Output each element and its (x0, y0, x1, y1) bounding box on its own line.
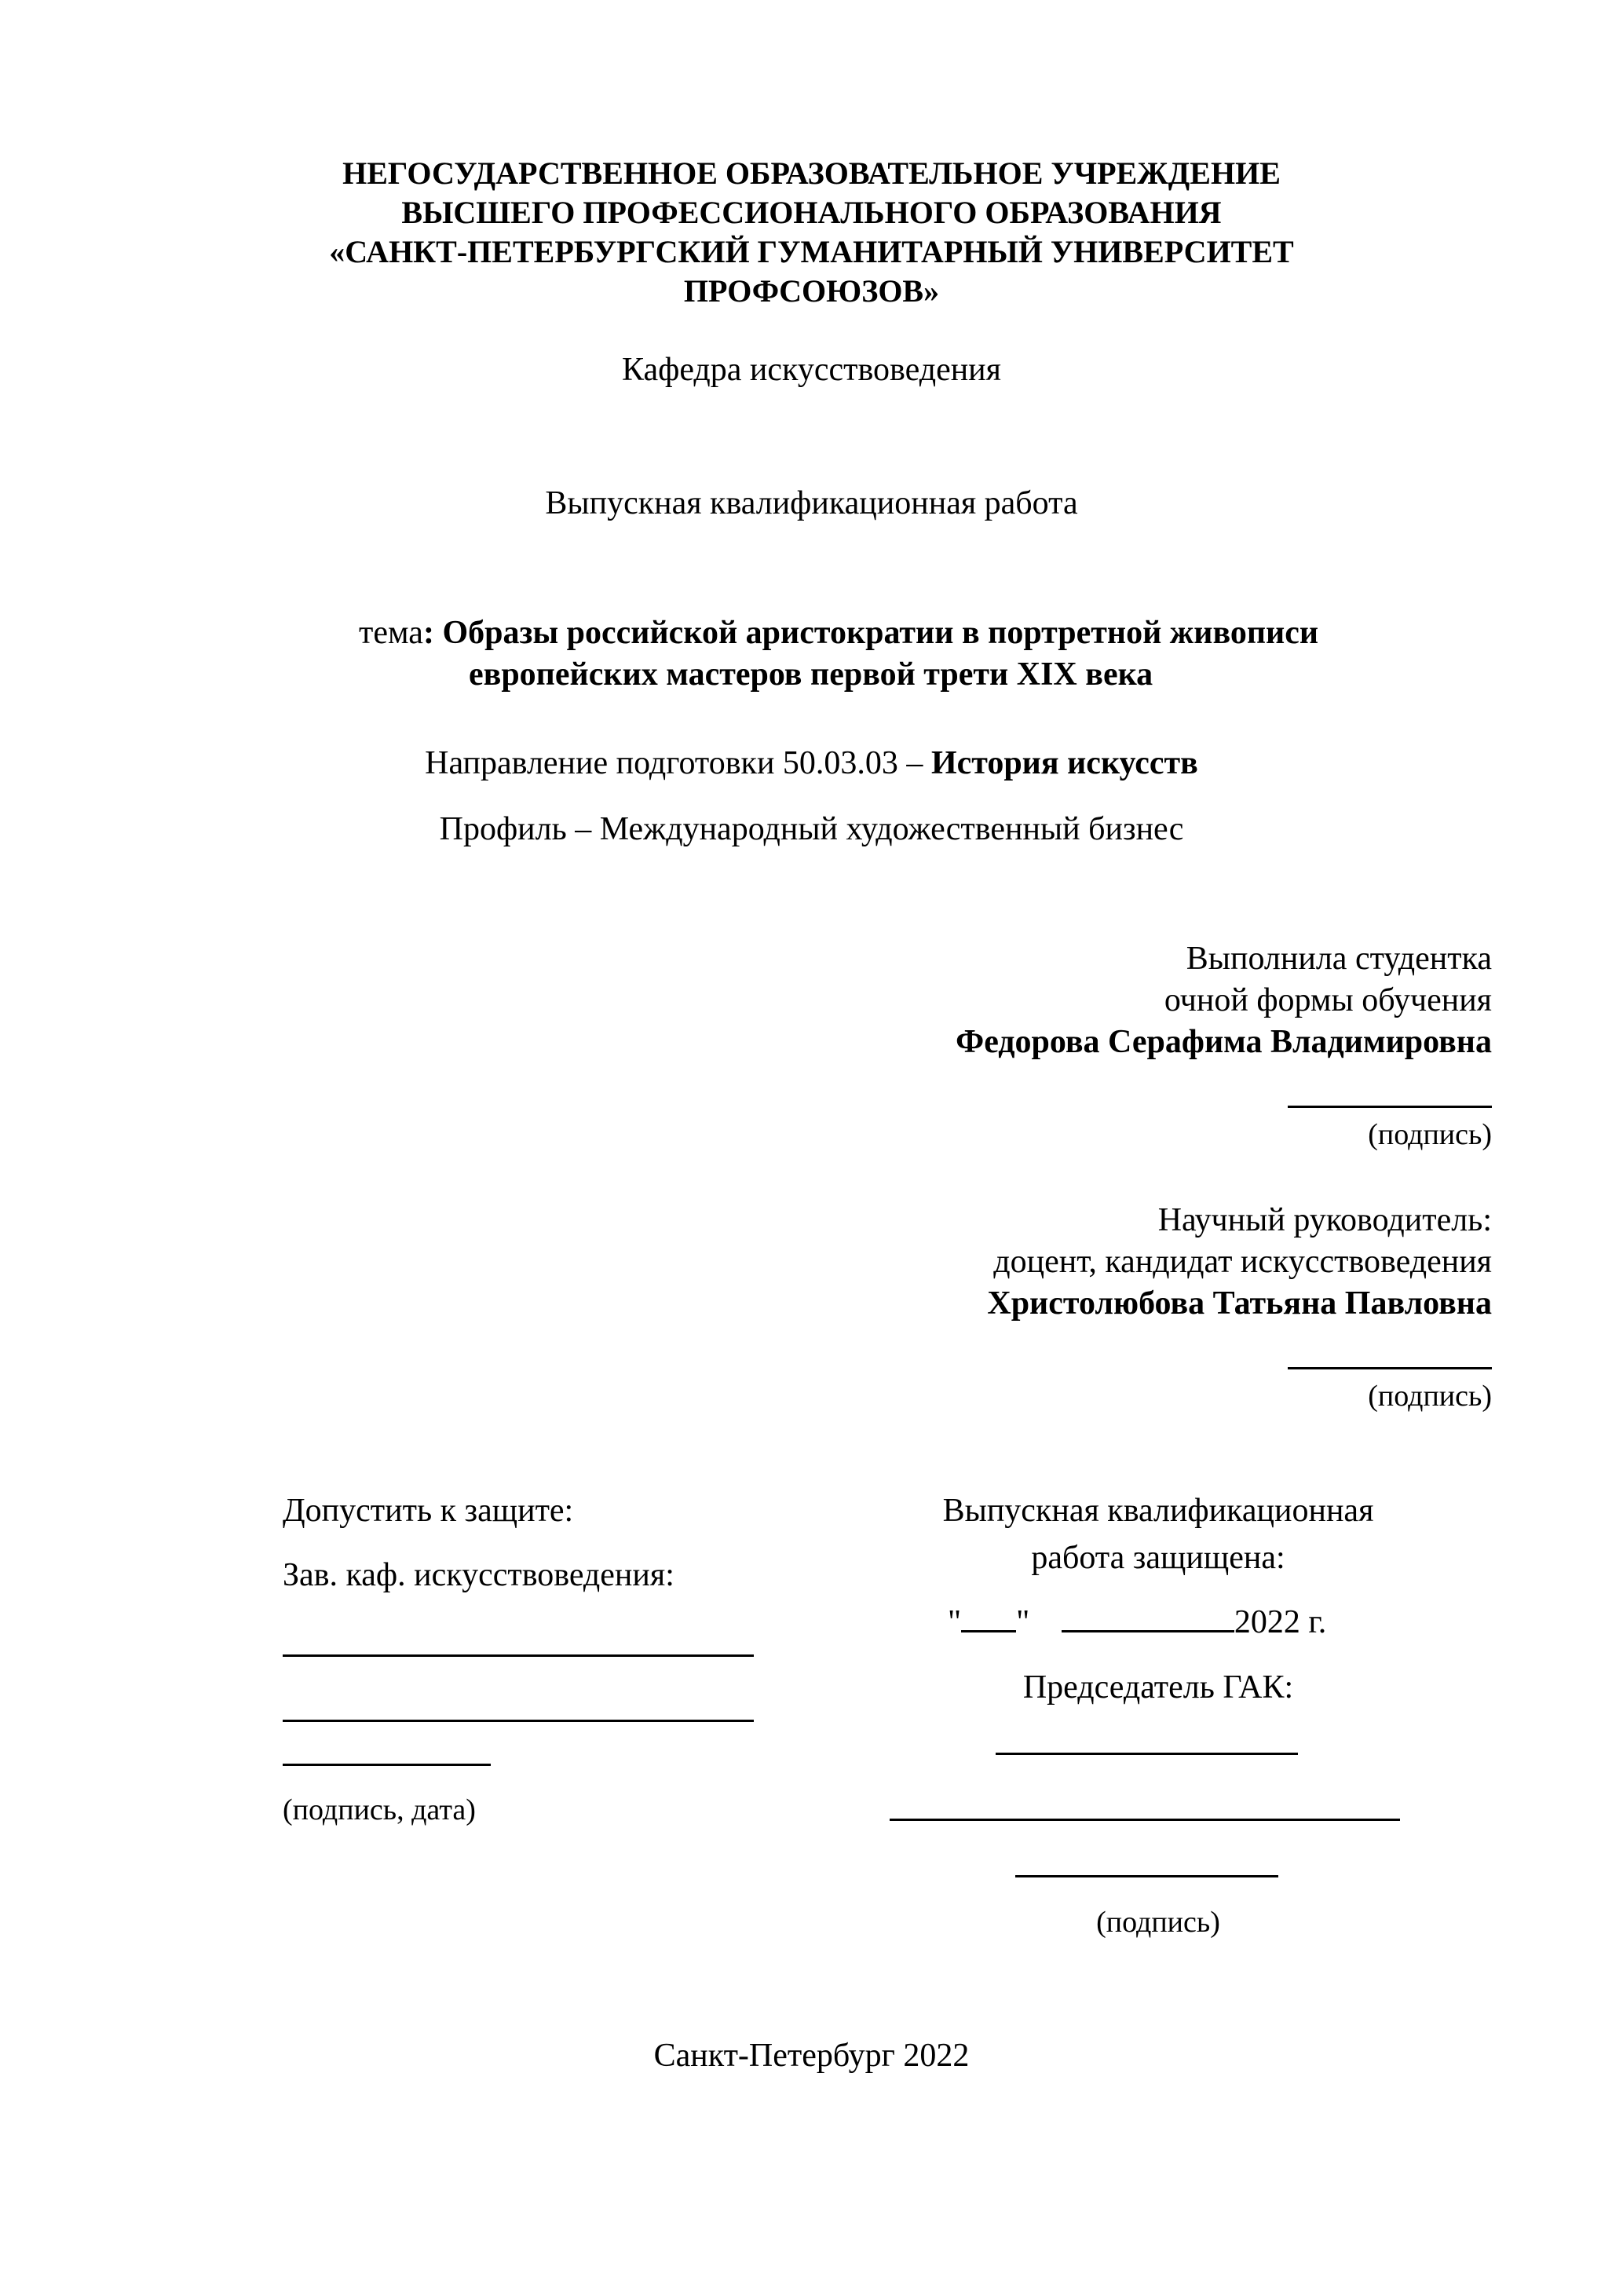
work-type: Выпускная квалификационная работа (545, 485, 1078, 521)
header-line-3: «САНКТ-ПЕТЕРБУРГСКИЙ ГУМАНИТАРНЫЙ УНИВЕРСИТЕТ (329, 234, 1294, 269)
admission-line-2: Зав. каф. искусствоведения: (283, 1557, 674, 1593)
student-block (707, 938, 1492, 1063)
admission-signature-label: (подпись, дата) (283, 1793, 476, 1826)
topic-colon: : (422, 615, 434, 651)
header-line-2: ВЫСШЕГО ПРОФЕССИОНАЛЬНОГО ОБРАЗОВАНИЯ (401, 195, 1222, 230)
institution-header (0, 154, 1623, 311)
student-line-2: очной формы обучения (1164, 982, 1492, 1018)
supervisor-line-2: доцент, кандидат искусствоведения (993, 1244, 1492, 1280)
direction-value: История искусств (930, 745, 1198, 781)
defense-signature-line-2 (890, 1819, 1400, 1821)
defense-line-1: Выпускная квалификационная (942, 1493, 1374, 1529)
date-month-blank (1062, 1607, 1234, 1632)
defense-chair: Председатель ГАК: (1022, 1669, 1294, 1706)
student-signature-line (1288, 1106, 1492, 1108)
student-name: Федорова Серафима Владимировна (956, 1024, 1492, 1060)
defense-signature-line-3 (1015, 1875, 1278, 1877)
date-day-blank (961, 1607, 1016, 1632)
student-line-1: Выполнила студентка (1186, 941, 1492, 977)
department: Кафедра искусствоведения (622, 352, 1001, 388)
supervisor-name: Христолюбова Татьяна Павловна (987, 1285, 1492, 1322)
admission-signature-line-2 (283, 1720, 754, 1722)
admission-line-1: Допустить к защите: (283, 1493, 574, 1529)
admission-signature-line-3 (283, 1764, 491, 1766)
date-year: 2022 г. (1234, 1604, 1327, 1640)
supervisor-line-1: Научный руководитель: (1157, 1202, 1492, 1238)
supervisor-signature-label: (подпись) (1368, 1380, 1492, 1413)
defense-line-2: работа защищена: (1031, 1540, 1285, 1576)
defense-signature-label: (подпись) (1096, 1906, 1220, 1939)
city-year: Санкт-Петербург 2022 (653, 2038, 970, 2074)
header-line-4: ПРОФСОЮЗОВ» (683, 273, 940, 309)
direction-label: Направление подготовки 50.03.03 – (425, 745, 923, 781)
header-line-1: НЕГОСУДАРСТВЕННОЕ ОБРАЗОВАТЕЛЬНОЕ УЧРЕЖДЕНИЕ (342, 155, 1281, 191)
topic-prefix: тема (359, 615, 423, 651)
date-quote-close: " (1016, 1604, 1030, 1640)
topic-title-line-1: Образы российской аристократии в портретной живописи (442, 615, 1319, 651)
admission-signature-line-1 (283, 1654, 754, 1657)
defense-date (948, 1602, 1326, 1643)
defense-signature-line-1 (996, 1753, 1298, 1755)
date-quote-open: " (948, 1604, 962, 1640)
topic-title-line-2: европейских мастеров первой трети XIX века (469, 656, 1153, 693)
profile: Профиль – Международный художественный бизнес (439, 811, 1184, 847)
direction (0, 743, 1623, 784)
supervisor-block (707, 1200, 1492, 1325)
supervisor-signature-line (1288, 1367, 1492, 1369)
student-signature-label: (подпись) (1368, 1118, 1492, 1151)
